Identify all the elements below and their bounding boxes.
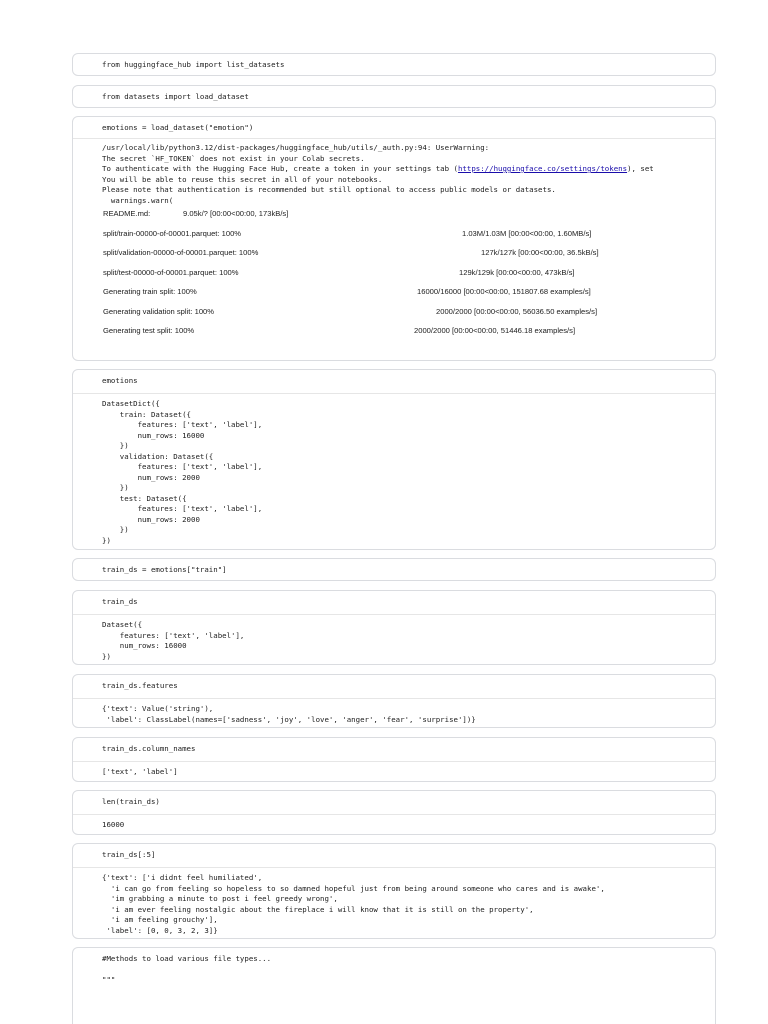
code-cell-train-ds[interactable] [72, 590, 716, 665]
code-cell-column-names[interactable] [72, 737, 716, 782]
progress-label: split/validation-00000-of-00001.parquet: 100% [103, 248, 259, 257]
progress-stats: 1.03M/1.03M [00:00<00:00, 1.60MB/s] [462, 228, 592, 238]
code-input[interactable]: emotions [102, 376, 138, 385]
code-input[interactable]: train_ds.features [102, 681, 178, 690]
progress-row-validation-parquet [103, 244, 715, 264]
blank-line [102, 965, 715, 975]
warning-line: warnings.warn( [102, 195, 174, 205]
cell-output: 16000 [102, 820, 125, 829]
progress-row-readme [103, 205, 715, 225]
warning-line: To authenticate with the Hugging Face Hub, create a token in your settings tab (https://huggingface.co/settings/tokens), set [102, 164, 654, 173]
code-cell-train-ds-slice[interactable] [72, 843, 716, 939]
progress-label: Generating validation split: 100% [103, 306, 215, 316]
progress-stats: 9.05k/? [00:00<00:00, 173kB/s] [183, 209, 289, 218]
progress-row-test-split [103, 322, 715, 342]
code-cell-import-hub[interactable] [72, 53, 716, 76]
code-cell-import-datasets[interactable] [72, 85, 716, 108]
progress-label: split/train-00000-of-00001.parquet: 100% [103, 228, 242, 238]
progress-stats: 2000/2000 [00:00<00:00, 51446.18 examples/s] [414, 326, 576, 335]
progress-row-train-split [103, 283, 715, 303]
warning-line: Please note that authentication is recommended but still optional to access public models or datasets. [102, 185, 556, 194]
code-input[interactable]: from datasets import load_dataset [102, 91, 249, 101]
warning-output [73, 139, 715, 206]
warning-line: The secret `HF_TOKEN` does not exist in your Colab secrets. [102, 153, 365, 163]
progress-row-test-parquet [103, 264, 715, 284]
code-input[interactable]: train_ds.column_names [102, 744, 196, 753]
progress-label: Generating test split: 100% [103, 326, 195, 335]
code-input[interactable]: len(train_ds) [102, 797, 160, 806]
settings-tokens-link[interactable]: https://huggingface.co/settings/tokens [457, 164, 628, 173]
warning-line: /usr/local/lib/python3.12/dist-packages/huggingface_hub/utils/_auth.py:94: UserWarning: [102, 143, 490, 152]
progress-output [73, 205, 715, 342]
code-input[interactable]: from huggingface_hub import list_datasets [102, 59, 285, 69]
code-cell-train-ds-features[interactable] [72, 674, 716, 728]
progress-row-train-parquet [103, 225, 715, 245]
warning-line: You will be able to reuse this secret in all of your notebooks. [102, 174, 383, 184]
progress-stats: 16000/16000 [00:00<00:00, 151807.68 examples/s] [417, 287, 591, 296]
code-input[interactable]: emotions = load_dataset("emotion") [102, 122, 254, 132]
progress-label: Generating train split: 100% [103, 287, 197, 296]
code-line[interactable]: """ [102, 974, 116, 984]
cell-output: {'text': Value('string'), 'label': ClassLabel(names=['sadness', 'joy', 'love', 'anger', 'fear', 'surprise'])} [102, 704, 476, 724]
code-cell-load-dataset[interactable] [72, 116, 716, 361]
code-line[interactable]: #Methods to load various file types... [102, 954, 272, 963]
code-input[interactable]: train_ds [102, 597, 138, 606]
progress-stats: 127k/127k [00:00<00:00, 36.5kB/s] [481, 248, 599, 257]
code-input[interactable] [73, 948, 715, 985]
code-cell-len-train-ds[interactable] [72, 790, 716, 835]
code-cell-train-ds-assign[interactable] [72, 558, 716, 581]
cell-output: DatasetDict({ train: Dataset({ features: ['text', 'label'], num_rows: 16000 }) validation: Dataset({ features: ['text', 'label'], num_rows: 2000 }) test: Dataset({ features: ['text', 'label'], num_rows: 2000 }) }) [102, 399, 263, 545]
cell-output: Dataset({ features: ['text', 'label'], num_rows: 16000 }) [102, 620, 245, 661]
code-cell-methods-comment[interactable] [72, 947, 716, 1024]
progress-label: README.md: [103, 209, 151, 218]
progress-stats: 129k/129k [00:00<00:00, 473kB/s] [459, 267, 575, 277]
progress-label: split/test-00000-of-00001.parquet: 100% [103, 267, 239, 277]
cell-output: {'text': ['i didnt feel humiliated', 'i can go from feeling so hopeless to so damned hopeful just from being around someone who cares and is awake', 'im grabbing a minute to post i feel greedy wrong', 'i am ever feeling nostalgic about the fireplace i will know that it is still on the property', 'i am feeling grouchy'], 'label': [0, 0, 3, 2, 3]} [102, 873, 605, 935]
code-input[interactable]: train_ds = emotions["train"] [102, 564, 227, 574]
progress-row-validation-split [103, 303, 715, 323]
code-cell-emotions[interactable] [72, 369, 716, 550]
cell-output: ['text', 'label'] [102, 767, 178, 776]
progress-stats: 2000/2000 [00:00<00:00, 56036.50 examples/s] [436, 306, 598, 316]
code-input[interactable]: train_ds[:5] [102, 850, 156, 859]
